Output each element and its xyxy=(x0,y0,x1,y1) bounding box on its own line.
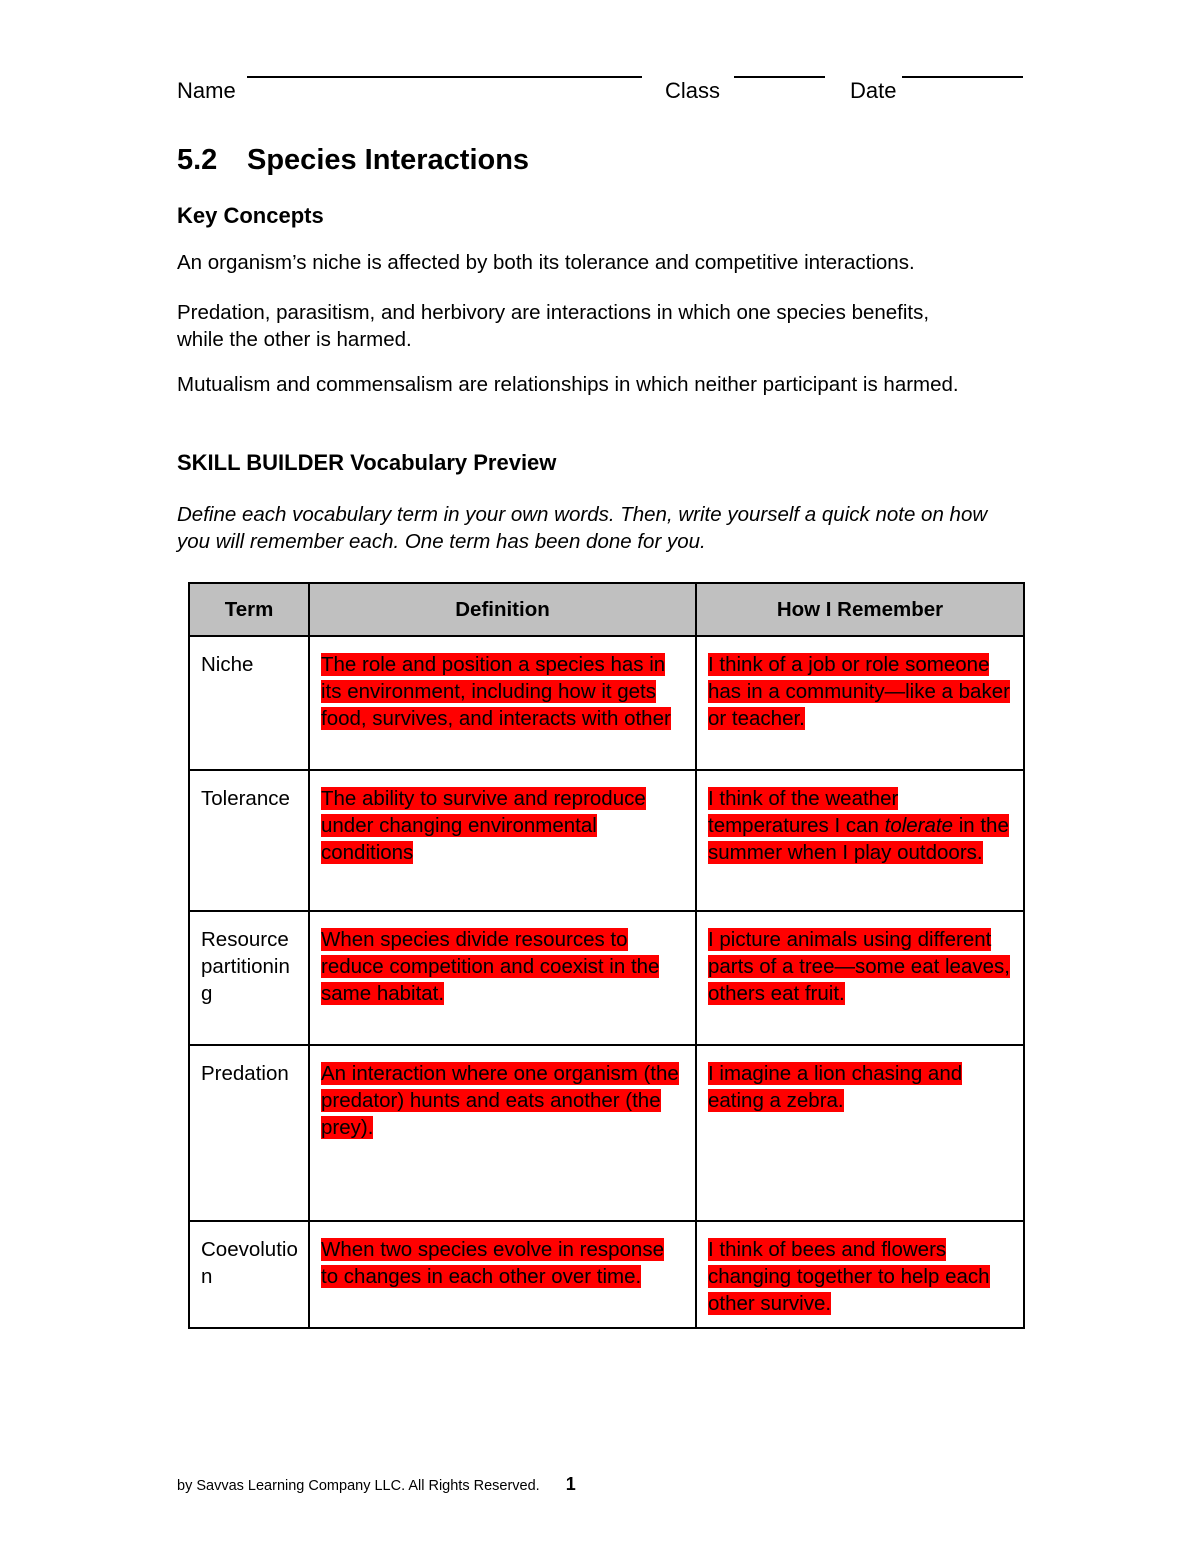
definition-text: When two species evolve in response to changes in each other over time. xyxy=(321,1238,664,1288)
definition-cell[interactable] xyxy=(309,1221,696,1328)
remember-text: I think of a job or role someone has in a community—like a baker or teacher. xyxy=(708,653,1010,730)
remember-cell[interactable] xyxy=(696,770,1024,911)
definition-cell[interactable] xyxy=(309,1045,696,1221)
key-concept-2: Predation, parasitism, and herbivory are interactions in which one species benefits, while the other is harmed. xyxy=(177,301,930,351)
table-row xyxy=(189,911,1024,1045)
column-header-how-i-remember: How I Remember xyxy=(696,583,1024,636)
table-row xyxy=(189,1221,1024,1328)
term-cell: Tolerance xyxy=(189,770,309,911)
remember-cell[interactable] xyxy=(696,911,1024,1045)
remember-text-part: I think of the weather temperatures I can xyxy=(708,787,899,837)
page-title xyxy=(177,140,529,180)
page-number: 1 xyxy=(565,1474,576,1494)
table-header-row xyxy=(189,583,1024,636)
remember-text: I picture animals using different parts of a tree—some eat leaves, others eat fruit. xyxy=(708,928,1010,1005)
table-row xyxy=(189,770,1024,911)
instructions: Define each vocabulary term in your own words. Then, write yourself a quick note on how you will remember each. One term has been done for you. xyxy=(177,503,988,553)
remember-cell[interactable] xyxy=(696,636,1024,770)
term-cell: Predation xyxy=(189,1045,309,1221)
key-concept-3: Mutualism and commensalism are relationships in which neither participant is harmed. xyxy=(177,373,959,396)
table-row xyxy=(189,636,1024,770)
class-blank[interactable] xyxy=(734,76,825,78)
column-header-definition: Definition xyxy=(309,583,696,636)
definition-text: An interaction where one organism (the predator) hunts and eats another (the prey). xyxy=(321,1062,679,1139)
section-title: Species Interactions xyxy=(247,144,530,176)
student-info-line xyxy=(177,76,1023,106)
key-concept-1: An organism’s niche is affected by both its tolerance and competitive interactions. xyxy=(177,251,915,274)
remember-text: I think of bees and flowers changing together to help each other survive. xyxy=(708,1238,990,1315)
definition-cell[interactable] xyxy=(309,636,696,770)
definition-text: The role and position a species has in its environment, including how it gets food, survives, and interacts with other xyxy=(321,653,671,730)
page-footer xyxy=(177,1472,576,1498)
copyright-text: by Savvas Learning Company LLC. All Rights Reserved. xyxy=(177,1478,540,1494)
remember-text-part: in the summer when I play outdoors. xyxy=(708,814,1009,864)
date-label: Date xyxy=(850,78,897,103)
term-cell: Resource partitioning xyxy=(189,911,309,1045)
section-number: 5.2 xyxy=(177,144,218,176)
name-label: Name xyxy=(177,78,236,103)
remember-cell[interactable] xyxy=(696,1221,1024,1328)
remember-text-emphasis: tolerate xyxy=(884,814,954,837)
term-cell: Coevolution xyxy=(189,1221,309,1328)
remember-text: I imagine a lion chasing and eating a zebra. xyxy=(708,1062,963,1112)
remember-cell[interactable] xyxy=(696,1045,1024,1221)
class-label: Class xyxy=(665,78,721,103)
skill-builder-heading: SKILL BUILDER Vocabulary Preview xyxy=(177,450,557,475)
definition-text: The ability to survive and reproduce under changing environmental conditions xyxy=(321,787,646,864)
name-blank[interactable] xyxy=(247,76,642,78)
definition-cell[interactable] xyxy=(309,911,696,1045)
date-blank[interactable] xyxy=(902,76,1023,78)
key-concepts-heading: Key Concepts xyxy=(177,203,324,228)
table-row xyxy=(189,1045,1024,1221)
column-header-term: Term xyxy=(189,583,309,636)
definition-cell[interactable] xyxy=(309,770,696,911)
definition-text: When species divide resources to reduce competition and coexist in the same habitat. xyxy=(321,928,660,1005)
vocabulary-table xyxy=(188,582,1025,1329)
term-cell: Niche xyxy=(189,636,309,770)
